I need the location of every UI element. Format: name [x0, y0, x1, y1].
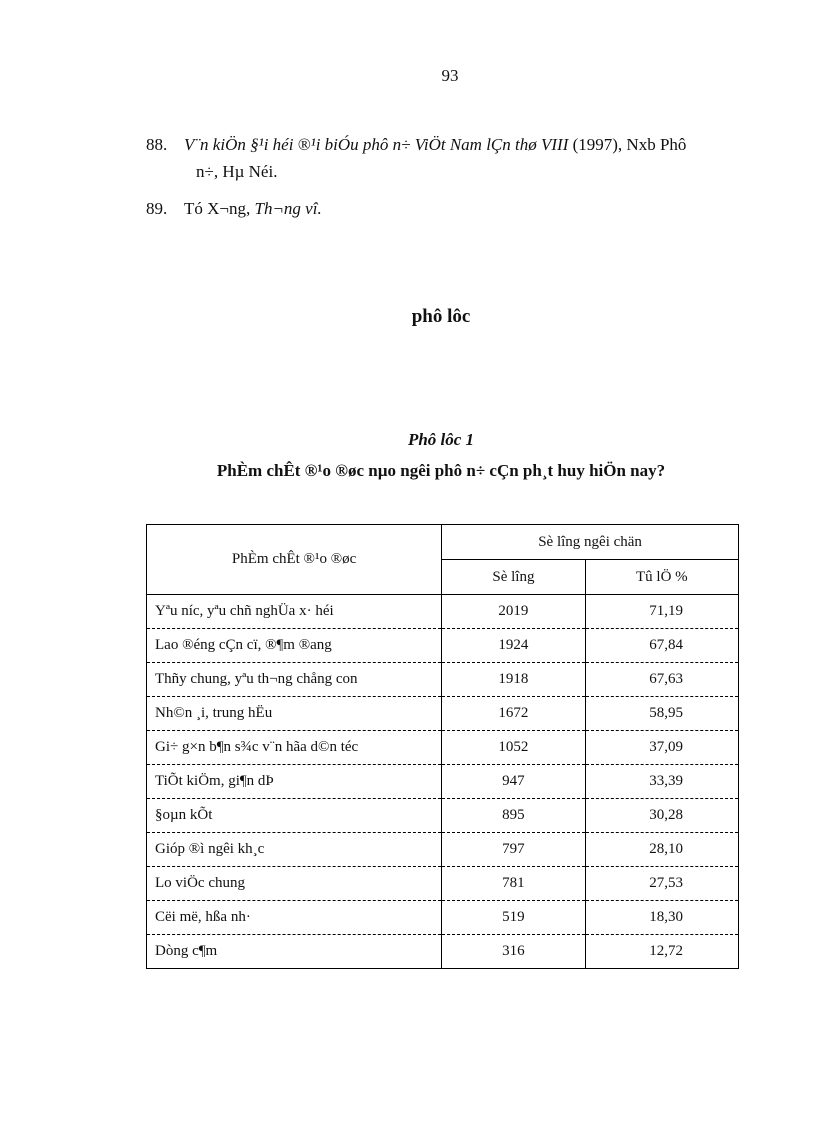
- table-row: [147, 799, 739, 833]
- row-count: 1918: [442, 663, 586, 697]
- table-row: [147, 765, 739, 799]
- row-label: Cëi më, hßa nh·: [147, 901, 442, 935]
- row-percent: 67,84: [585, 629, 738, 663]
- page-number: 93: [441, 66, 459, 85]
- reference-publication: (1997), Nxb Phô: [572, 135, 687, 154]
- row-label: §oµn kÕt: [147, 799, 442, 833]
- table-row: [147, 901, 739, 935]
- reference-publisher: n÷, Hµ Néi.: [196, 162, 278, 181]
- row-label: TiÕt kiÖm, gi¶n dÞ: [147, 765, 442, 799]
- reference-title: Th¬ng vî.: [254, 199, 322, 218]
- table-row: [147, 731, 739, 765]
- row-count: 947: [442, 765, 586, 799]
- row-label: Nh©n ¸i, trung hËu: [147, 697, 442, 731]
- row-percent: 58,95: [585, 697, 738, 731]
- reference-number: 88.: [146, 135, 168, 154]
- table-caption: PhÈm chÊt ®¹o ®øc nµo ngêi phô n÷ cÇn ph¸t huy hiÖn nay?: [216, 461, 666, 480]
- row-percent: 33,39: [585, 765, 738, 799]
- row-count: 797: [442, 833, 586, 867]
- table-row: [147, 867, 739, 901]
- row-count: 895: [442, 799, 586, 833]
- row-count: 781: [442, 867, 586, 901]
- row-count: 519: [442, 901, 586, 935]
- reference-89: [146, 195, 746, 222]
- table-row: [147, 697, 739, 731]
- row-percent: 30,28: [585, 799, 738, 833]
- table-row: [147, 663, 739, 697]
- row-percent: 71,19: [585, 595, 738, 629]
- table-row: [147, 595, 739, 629]
- reference-88: [146, 131, 746, 185]
- row-count: 1924: [442, 629, 586, 663]
- appendix-heading: phô lôc: [411, 306, 471, 327]
- reference-number: 89.: [146, 199, 168, 218]
- table-row: [147, 935, 739, 969]
- row-label: Gi÷ g×n b¶n s¾c v¨n hãa d©n téc: [147, 731, 442, 765]
- row-label: Dòng c¶m: [147, 935, 442, 969]
- row-label: Gióp ®ì ngêi kh¸c: [147, 833, 442, 867]
- row-label: Thñy chung, yªu th¬ng chång con: [147, 663, 442, 697]
- row-label: Lao ®éng cÇn cï, ®¶m ®ang: [147, 629, 442, 663]
- table-row: [147, 833, 739, 867]
- row-count: 2019: [442, 595, 586, 629]
- row-percent: 28,10: [585, 833, 738, 867]
- row-percent: 67,63: [585, 663, 738, 697]
- row-count: 1052: [442, 731, 586, 765]
- header-percent: Tû lÖ %: [585, 560, 738, 595]
- reference-author: Tó X¬ng,: [184, 199, 251, 218]
- data-table: [146, 524, 739, 969]
- row-percent: 37,09: [585, 731, 738, 765]
- table-label: Phô lôc 1: [407, 430, 475, 449]
- header-respondents: Sè lîng ngêi chän: [442, 525, 739, 560]
- row-count: 316: [442, 935, 586, 969]
- reference-title: V¨n kiÖn §¹i héi ®¹i biÓu phô n÷ ViÖt Nam lÇn thø VIII: [184, 135, 569, 154]
- row-percent: 27,53: [585, 867, 738, 901]
- row-label: Yªu níc, yªu chñ nghÜa x· héi: [147, 595, 442, 629]
- row-label: Lo viÖc chung: [147, 867, 442, 901]
- row-percent: 12,72: [585, 935, 738, 969]
- row-count: 1672: [442, 697, 586, 731]
- header-quality: PhÈm chÊt ®¹o ®øc: [147, 525, 442, 595]
- header-count: Sè lîng: [442, 560, 586, 595]
- row-percent: 18,30: [585, 901, 738, 935]
- table-row: [147, 629, 739, 663]
